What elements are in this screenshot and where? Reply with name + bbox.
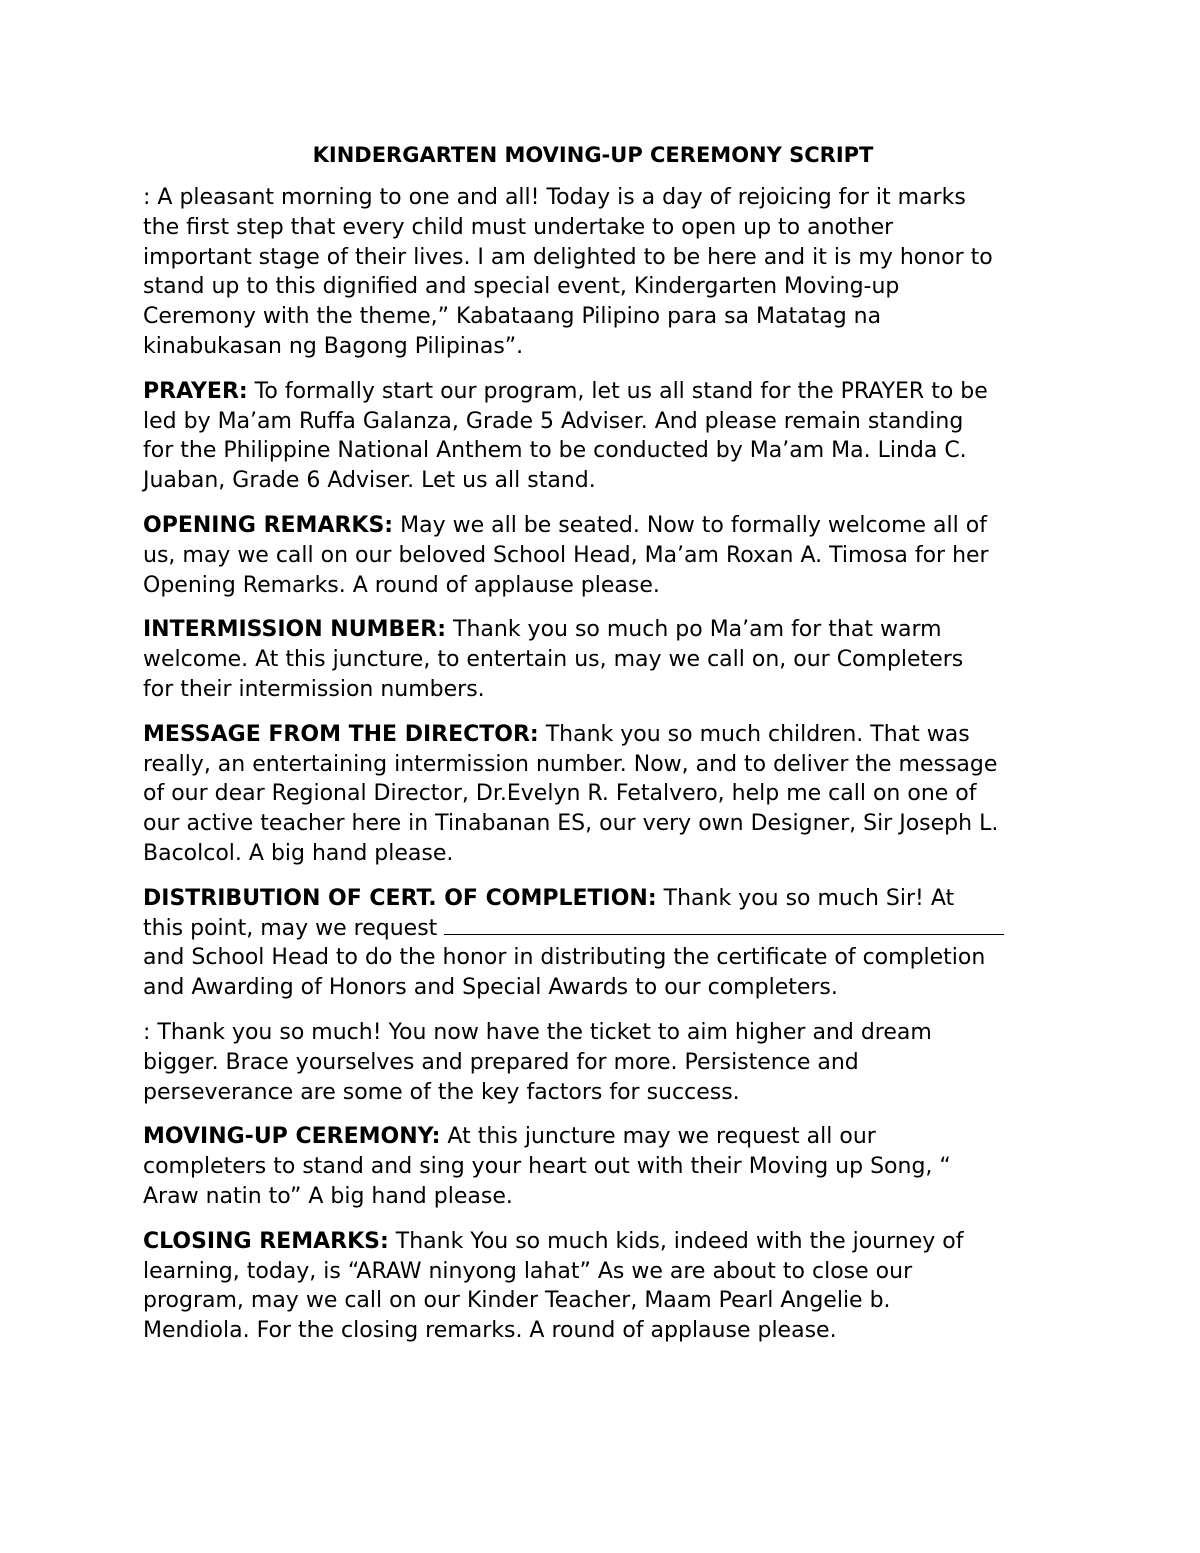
- fill-in-blank-line: [444, 914, 1004, 935]
- director-message-label: MESSAGE FROM THE DIRECTOR:: [143, 721, 539, 747]
- distribution-label: DISTRIBUTION OF CERT. OF COMPLETION:: [143, 885, 657, 911]
- moving-up-label: MOVING-UP CEREMONY:: [143, 1124, 441, 1150]
- closing-remarks-label: CLOSING REMARKS:: [143, 1228, 389, 1254]
- prayer-label: PRAYER:: [143, 378, 248, 404]
- distribution-text-after: and School Head to do the honor in distributing the certificate of completion and Awarding of Honors and Special Awards to our completers.: [143, 945, 986, 1001]
- prayer-text: To formally start our program, let us all stand for the PRAYER to be led by Ma’am Ruffa Galanza, Grade 5 Adviser. And please remain standing for the Philippine National Anthem to be conducted by Ma’am Ma. Linda C. Juaban, Grade 6 Adviser. Let us all stand.: [143, 378, 988, 494]
- opening-remarks-label: OPENING REMARKS:: [143, 512, 394, 538]
- intro-paragraph: : A pleasant morning to one and all! Today is a day of rejoicing for it marks the first step that every child must undertake to open up to another important stage of their lives. I am delighted to be here and it is my honor to stand up to this dignified and special event, Kindergarten Moving-up Ceremony with the theme,” Kabataang Pilipino para sa Matatag na kinabukasan ng Bagong Pilipinas”.: [143, 185, 993, 359]
- opening-remarks-paragraph: [143, 511, 1063, 600]
- distribution-text-before: Thank you so much Sir! At this point, may we request: [143, 885, 955, 941]
- thanks-paragraph: : Thank you so much! You now have the ticket to aim higher and dream bigger. Brace yourselves and prepared for more. Persistence and perseverance are some of the key factors for success.: [143, 1019, 932, 1105]
- prayer-paragraph: [143, 377, 1063, 496]
- director-message-text: Thank you so much children. That was really, an entertaining intermission number. Now, and to deliver the message of our dear Regional Director, Dr.Evelyn R. Fetalvero, help me call on one of our active teacher here in Tinabanan ES, our very own Designer, Sir Joseph L. Bacolcol. A big hand please.: [143, 721, 999, 866]
- director-message-paragraph: [143, 720, 1063, 869]
- intermission-paragraph: [143, 615, 1063, 704]
- document-page: [143, 140, 1063, 1361]
- intermission-text: Thank you so much po Ma’am for that warm welcome. At this juncture, to entertain us, may we call on, our Completers for their intermission numbers.: [143, 617, 964, 702]
- distribution-paragraph: [143, 884, 1063, 1003]
- moving-up-paragraph: [143, 1122, 1063, 1211]
- moving-up-text: At this juncture may we request all our completers to stand and sing your heart out with their Moving up Song, “ Araw natin to” A big hand please.: [143, 1124, 951, 1209]
- intermission-label: INTERMISSION NUMBER:: [143, 617, 447, 643]
- opening-remarks-text: May we all be seated. Now to formally welcome all of us, may we call on our beloved School Head, Ma’am Roxan A. Timosa for her Opening Remarks. A round of applause please.: [143, 512, 989, 598]
- closing-remarks-paragraph: [143, 1227, 1063, 1346]
- closing-remarks-text: Thank You so much kids, indeed with the journey of learning, today, is “ARAW ninyong lahat” As we are about to close our program, may we call on our Kinder Teacher, Maam Pearl Angelie b. Mendiola. For the closing remarks. A round of applause please.: [143, 1228, 964, 1344]
- document-title: KINDERGARTEN MOVING-UP CEREMONY SCRIPT: [312, 143, 874, 167]
